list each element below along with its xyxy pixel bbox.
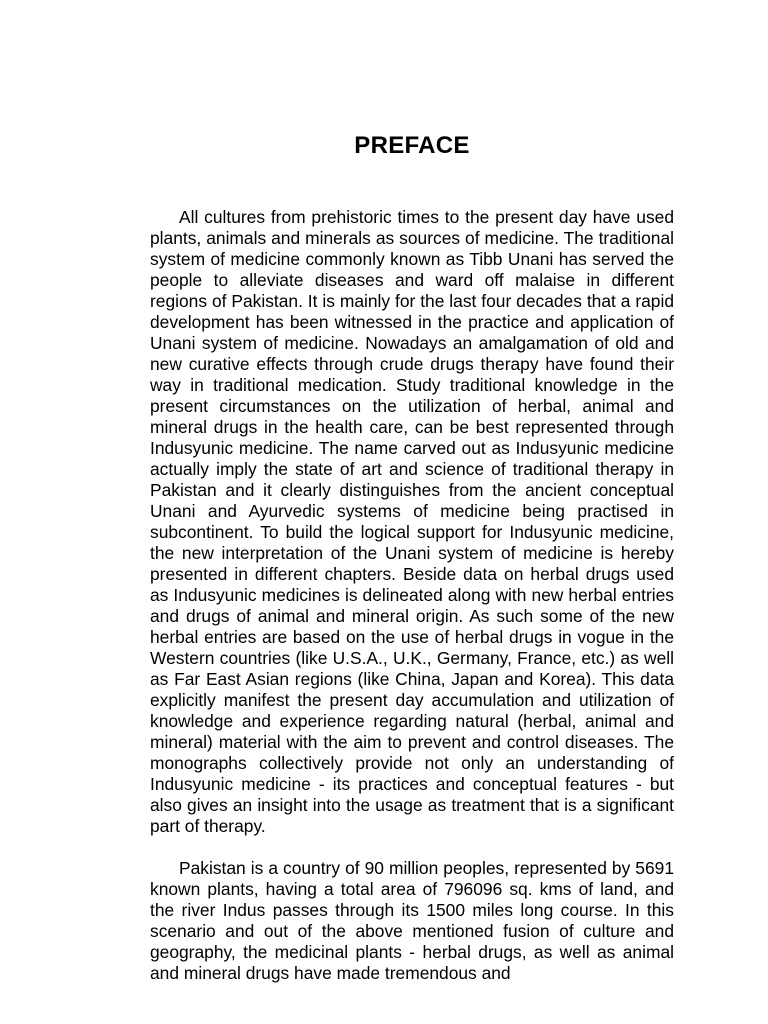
preface-body xyxy=(150,207,674,1005)
page-title: PREFACE xyxy=(354,132,470,159)
paragraph-1: All cultures from prehistoric times to the present day have used plants, animals and minerals as sources of medicine. The traditional system of medicine commonly known as Tibb Unani has served the people to alleviate diseases and ward off malaise in different regions of Pakistan. It is mainly for the last four decades that a rapid development has been witnessed in the practice and application of Unani system of medicine. Nowadays an amalgamation of old and new curative effects through crude drugs therapy have found their way in traditional medication. Study traditional knowledge in the present circumstances on the utilization of herbal, animal and mineral drugs in the health care, can be best represented through Indusyunic medicine. The name carved out as Indusyunic medicine actually imply the state of art and science of traditional therapy in Pakistan and it clearly distinguishes from the ancient conceptual Unani and Ayurvedic systems of medicine being practised in subcontinent. To build the logical support for Indusyunic medicine, the new interpretation of the Unani system of medicine is hereby presented in different chapters. Beside data on herbal drugs used as Indusyunic medicines is delineated along with new herbal entries and drugs of animal and mineral origin. As such some of the new herbal entries are based on the use of herbal drugs in vogue in the Western countries (like U.S.A., U.K., Germany, France, etc.) as well as Far East Asian regions (like China, Japan and Korea). This data explicitly manifest the present day accumulation and utilization of knowledge and experience regarding natural (herbal, animal and mineral) material with the aim to prevent and control diseases. The monographs collectively provide not only an understanding of Indusyunic medicine - its practices and conceptual features - but also gives an insight into the usage as treatment that is a significant part of therapy. xyxy=(150,207,674,836)
paragraph-2: Pakistan is a country of 90 million peoples, represented by 5691 known plants, having a total area of 796096 sq. kms of land, and the river Indus passes through its 1500 miles long course. In this scenario and out of the above mentioned fusion of culture and geography, the medicinal plants - herbal drugs, as well as animal and mineral drugs have made tremendous and xyxy=(150,858,674,983)
